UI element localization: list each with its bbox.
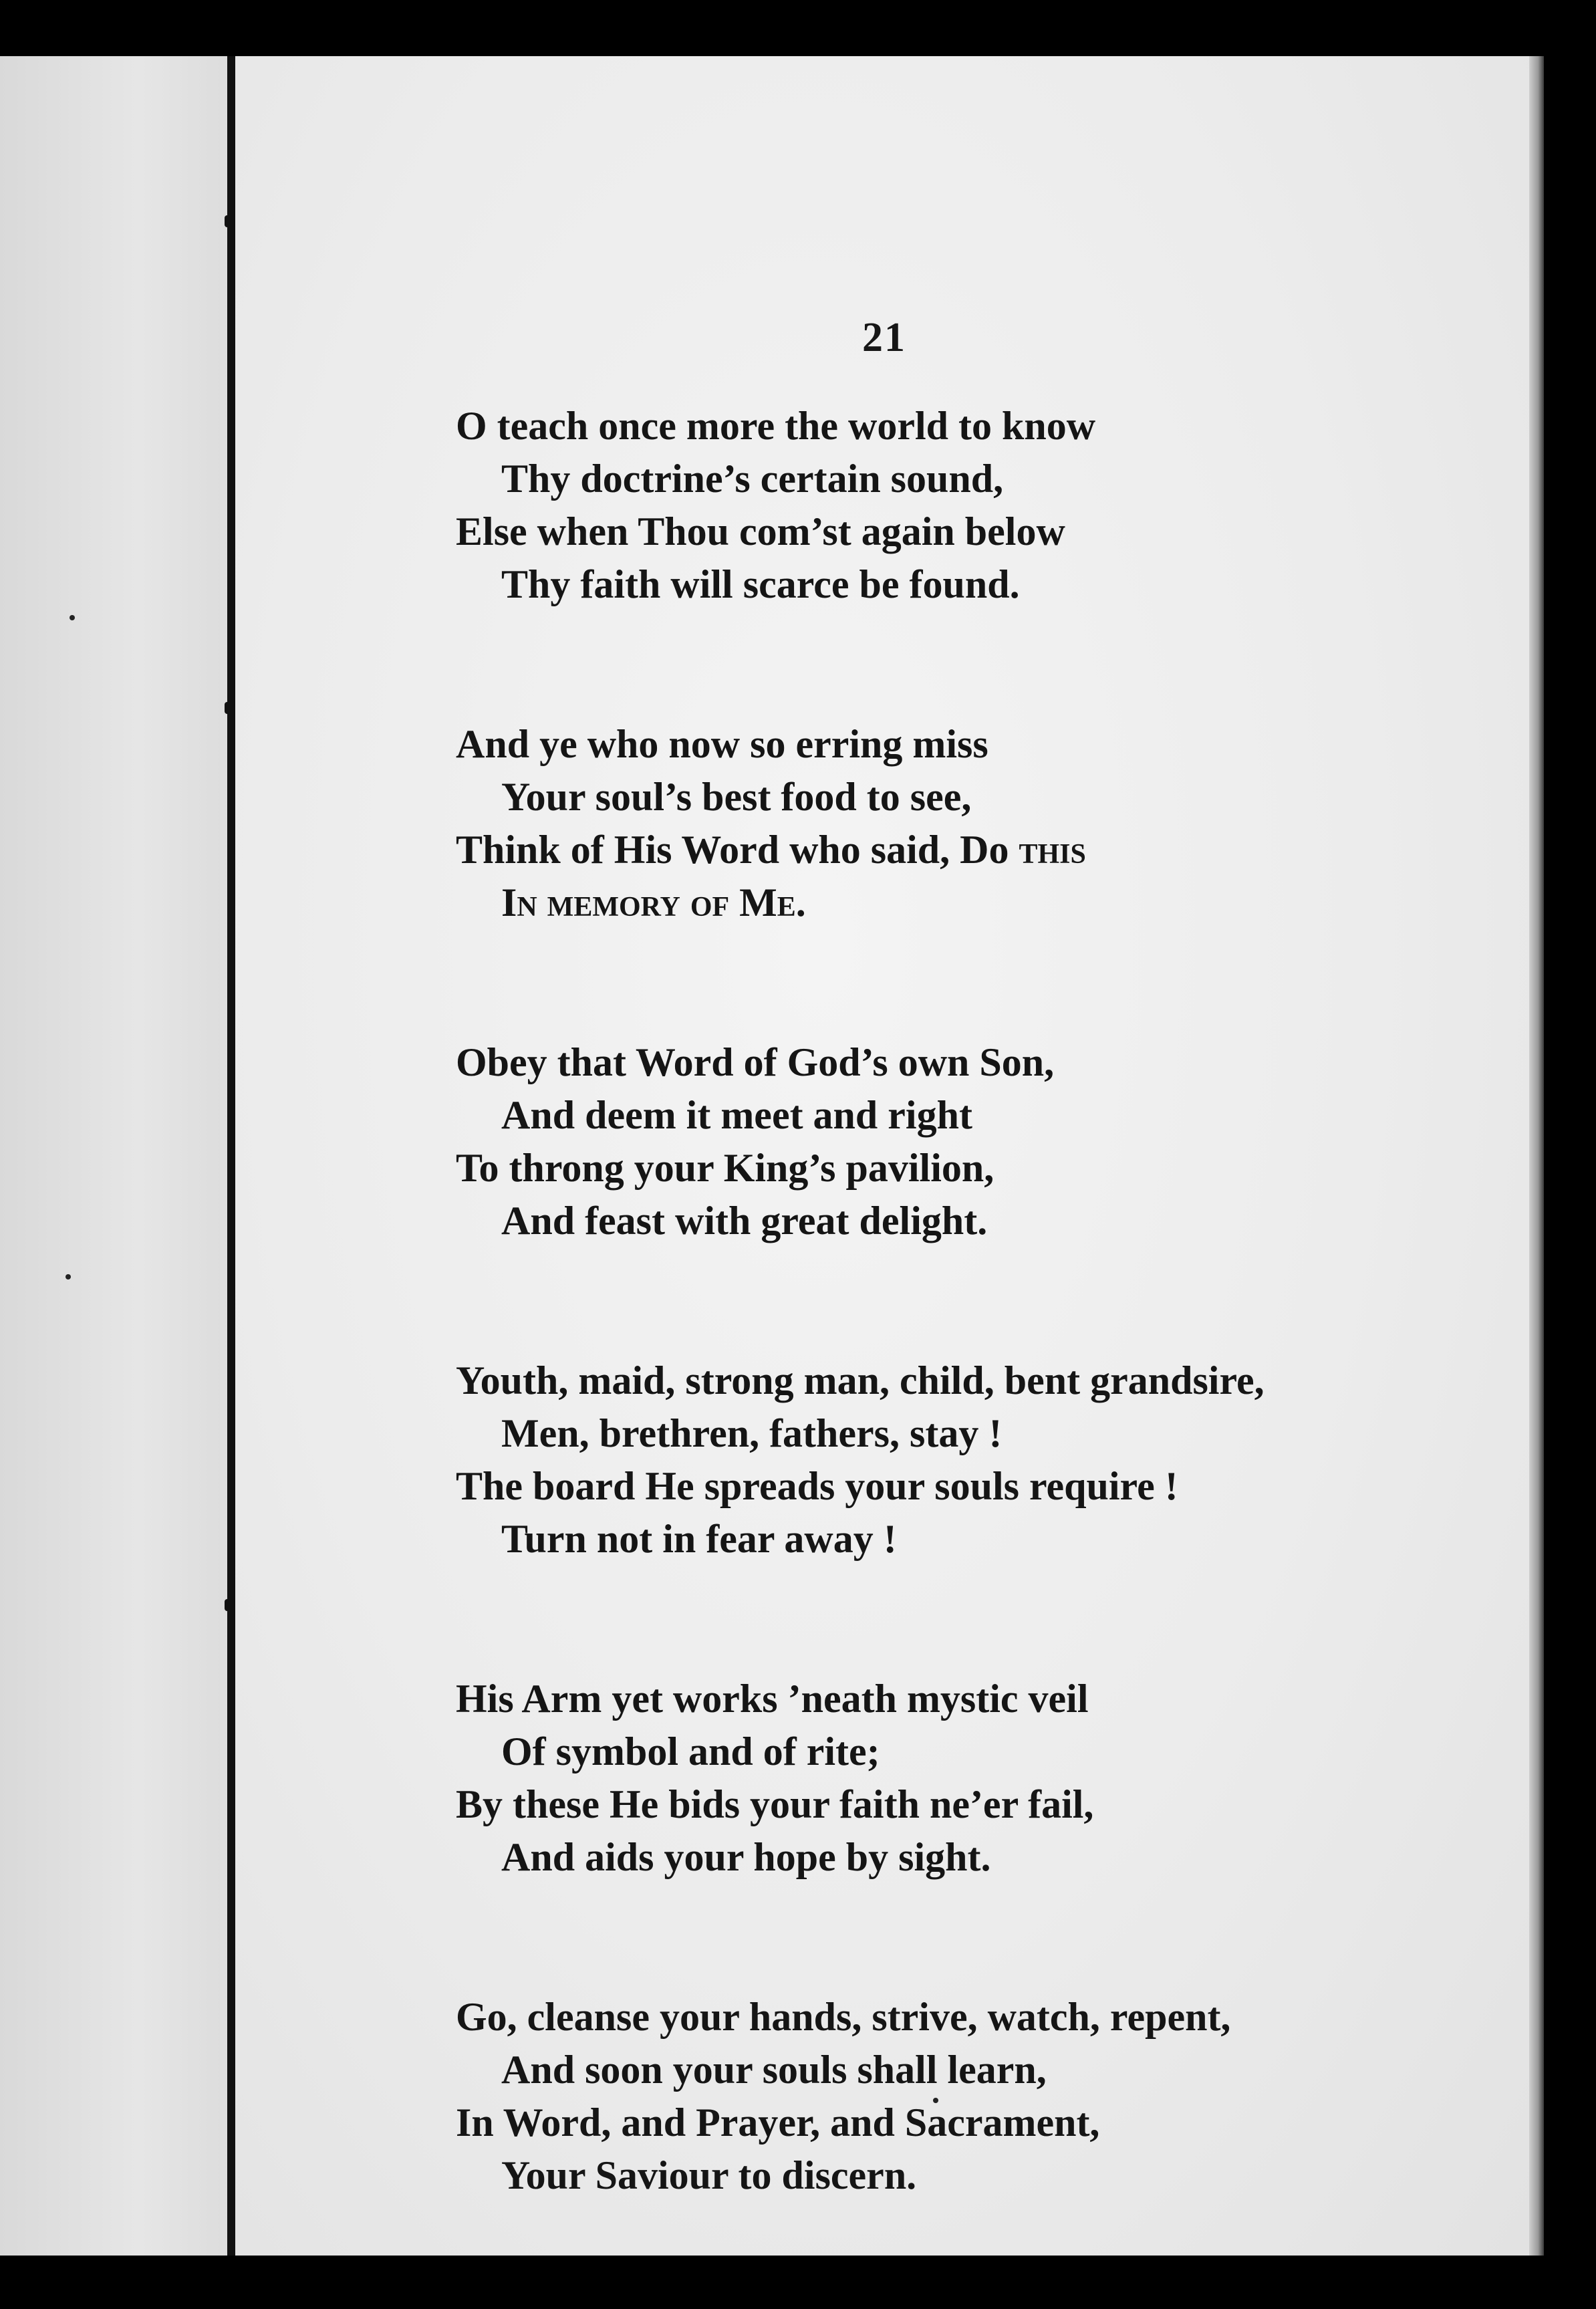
poem-line: And aids your hope by sight. [501,1835,991,1879]
poem-line: Obey that Word of God’s own Son, [456,1040,1055,1084]
print-speck [65,1274,71,1280]
poem-line: O teach once more the world to know [456,404,1096,448]
poem-line: And soon your souls shall learn, [501,2048,1047,2092]
poem-line: And feast with great delight. [501,1199,988,1243]
poem-line: Your Saviour to discern. [501,2153,917,2197]
poem-line: Thy doctrine’s certain sound, [501,457,1004,501]
poem-line: Turn not in fear away ! [501,1517,897,1561]
poem-line: Of symbol and of rite; [501,1729,880,1774]
poem-line: Your soul’s best food to see, [501,775,972,819]
poem-line: The board He spreads your souls require ! [456,1464,1178,1508]
poem-line: By these He bids your faith ne’er fail, [456,1782,1094,1826]
poem-line: Else when Thou com’st again below [456,509,1065,554]
poem-line: In Word, and Prayer, and Sacrament, [456,2100,1100,2145]
poem-line: And deem it meet and right [501,1093,972,1137]
poem-line: Go, cleanse your hands, strive, watch, repent, [456,1995,1231,2039]
book-spine-gutter [227,56,235,2256]
print-speck [70,615,75,620]
poem-line: To throng your King’s pavilion, [456,1146,994,1190]
stanza-4 [456,1354,1498,1566]
poem-line: Youth, maid, strong man, child, bent grandsire, [456,1358,1265,1403]
poem-line: Men, brethren, fathers, stay ! [501,1411,1003,1455]
stanza-1 [456,400,1498,611]
small-caps-word: this [1019,828,1086,872]
stanza-5 [456,1673,1498,1884]
poem-line: His Arm yet works ’neath mystic veil [456,1677,1089,1721]
poem-line: Thy faith will scarce be found. [501,562,1020,606]
poem-line: In memory of Me. [501,880,806,925]
stanza-3 [456,1036,1498,1247]
poem-line: And ye who now so erring miss [456,722,988,766]
stanza-2 [456,718,1498,929]
poem-line [456,824,1498,876]
poem-body [456,400,1498,2309]
page-edge-shadow [1529,56,1544,2256]
stanza-6 [456,1991,1498,2202]
poem-line-text: Think of His Word who said, Do [456,828,1009,872]
page-number: 21 [862,315,906,360]
facing-page-strip [0,56,231,2256]
